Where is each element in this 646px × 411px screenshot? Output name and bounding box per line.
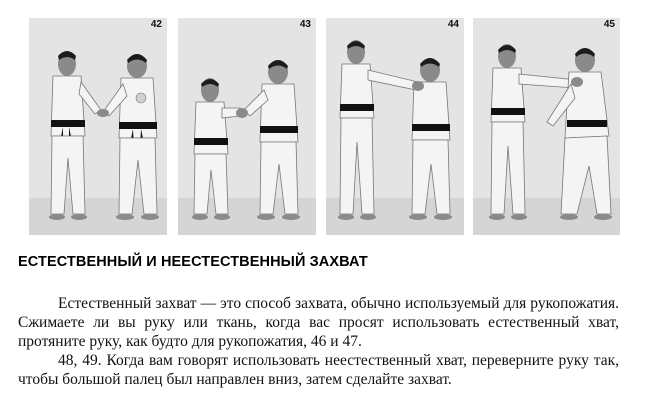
photo-strip <box>29 18 620 235</box>
karate-grip-figure-icon <box>473 18 620 235</box>
body-paragraph: 48, 49. Когда вам говорят использовать неестественный хват, переверните руку так, чтобы большой палец был направлен вниз, затем сделайте захват. <box>18 352 619 388</box>
photo-42 <box>29 18 167 235</box>
photo-number: 44 <box>447 19 459 30</box>
section-heading: ЕСТЕСТВЕННЫЙ И НЕЕСТЕСТВЕННЫЙ ЗАХВАТ <box>18 254 368 270</box>
photo-43 <box>178 18 316 235</box>
photo-number: 42 <box>150 19 162 30</box>
photo-number: 45 <box>603 19 615 30</box>
karate-grip-figure-icon <box>178 18 316 235</box>
photo-44 <box>326 18 464 235</box>
karate-grip-figure-icon <box>29 18 167 235</box>
photo-number: 43 <box>299 19 311 30</box>
body-paragraph: Естественный захват — это способ захвата, обычно используемый для рукопожатия. Сжимаете ли вы руку или ткань, когда вас просят использовать естественный хват, протяните руку, как будто для рукопожатия, 46 и 47. <box>18 295 619 350</box>
photo-45 <box>473 18 620 235</box>
karate-grip-figure-icon <box>326 18 464 235</box>
